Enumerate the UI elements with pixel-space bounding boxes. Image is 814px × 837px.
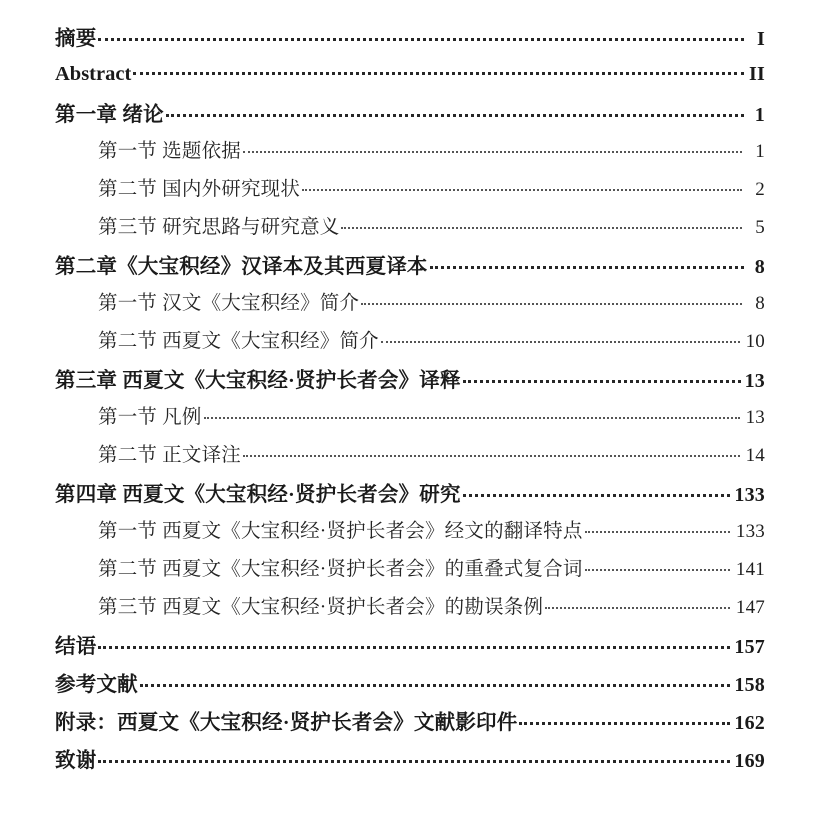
toc-entry-page-number: 8 (754, 256, 765, 278)
toc-entry-page-number: 133 (735, 521, 765, 542)
toc-entry-page-number: 8 (755, 293, 765, 314)
toc-entry[interactable] (55, 211, 765, 249)
toc-entry[interactable] (55, 135, 765, 173)
dot-leader (98, 633, 730, 654)
toc-entry-title: 摘要 (55, 28, 97, 50)
dot-leader (463, 481, 731, 502)
toc-entry[interactable] (55, 477, 765, 515)
toc-entry-title: 第一节 凡例 (98, 407, 202, 428)
toc-entry[interactable] (55, 629, 765, 667)
toc-entry-title: 附录：西夏文《大宝积经·贤护长者会》文献影印件 (55, 712, 518, 734)
toc-entry[interactable] (55, 325, 765, 363)
toc-entry[interactable] (55, 173, 765, 211)
toc-entry-page-number: 2 (755, 179, 765, 200)
dot-leader (140, 671, 731, 692)
toc-entry-page-number: II (749, 62, 765, 85)
toc-entry[interactable] (55, 363, 765, 401)
toc-entry-title: 结语 (55, 636, 97, 658)
toc-entry-page-number: 147 (735, 597, 765, 618)
dot-leader (585, 518, 730, 538)
dot-leader (302, 176, 742, 196)
toc-entry-title: 致谢 (55, 750, 97, 772)
toc-entry-page-number: 10 (745, 331, 765, 352)
toc-entry[interactable] (55, 59, 765, 97)
toc-entry[interactable] (55, 97, 765, 135)
toc-entry-page-number: 13 (744, 370, 765, 392)
toc-entry[interactable] (55, 553, 765, 591)
dot-leader (243, 442, 740, 462)
toc-entry-page-number: 5 (755, 217, 765, 238)
toc-entry-page-number: 14 (745, 445, 765, 466)
dot-leader (133, 59, 744, 80)
dot-leader (430, 253, 744, 274)
toc-entry[interactable] (55, 667, 765, 705)
toc-entry-title: 第一节 汉文《大宝积经》简介 (98, 293, 360, 314)
toc-entry-title: 第二节 正文译注 (98, 445, 241, 466)
toc-entry-page-number: 1 (754, 104, 765, 126)
toc-entry-title: 第四章 西夏文《大宝积经·贤护长者会》研究 (55, 484, 461, 506)
dot-leader (381, 328, 740, 348)
toc-entry-page-number: 141 (735, 559, 765, 580)
dot-leader (341, 214, 742, 234)
dot-leader (463, 367, 741, 388)
toc-entry[interactable] (55, 515, 765, 553)
toc-entry-title: 参考文献 (55, 674, 138, 696)
toc-entry[interactable] (55, 21, 765, 59)
toc-entry-page-number: 158 (734, 674, 765, 696)
dot-leader (204, 404, 740, 424)
dot-leader (361, 290, 742, 310)
toc-entry-page-number: 157 (734, 636, 765, 658)
toc-entry-page-number: 169 (734, 750, 765, 772)
toc-entry[interactable] (55, 439, 765, 477)
toc-entry-title: 第二节 西夏文《大宝积经》简介 (98, 331, 379, 352)
dot-leader (243, 138, 742, 158)
toc-entry[interactable] (55, 591, 765, 629)
dot-leader (519, 709, 730, 730)
toc-entry-title: 第二节 西夏文《大宝积经·贤护长者会》的重叠式复合词 (98, 559, 583, 580)
toc-entry[interactable] (55, 249, 765, 287)
toc-entry[interactable] (55, 705, 765, 743)
toc-entry-title: 第一节 选题依据 (98, 141, 241, 162)
dot-leader (585, 556, 730, 576)
toc-entry-page-number: 13 (745, 407, 765, 428)
toc-entry-title: 第三章 西夏文《大宝积经·贤护长者会》译释 (55, 370, 461, 392)
toc-entry[interactable] (55, 401, 765, 439)
toc-entry-title: 第三节 西夏文《大宝积经·贤护长者会》的勘误条例 (98, 597, 544, 618)
toc-entry[interactable] (55, 743, 765, 781)
toc-entry-title: 第一章 绪论 (55, 104, 164, 126)
toc-entry-title: 第二节 国内外研究现状 (98, 179, 301, 200)
toc-entry-page-number: 162 (734, 712, 765, 734)
toc-entry-title: 第二章《大宝积经》汉译本及其西夏译本 (55, 256, 428, 278)
toc-entry[interactable] (55, 287, 765, 325)
toc-entry-title: Abstract (55, 62, 132, 85)
toc-entry-page-number: 133 (734, 484, 765, 506)
dot-leader (166, 101, 744, 122)
toc-entry-title: 第三节 研究思路与研究意义 (98, 217, 340, 238)
dot-leader (545, 594, 730, 614)
toc-entry-page-number: 1 (755, 141, 765, 162)
toc-entry-title: 第一节 西夏文《大宝积经·贤护长者会》经文的翻译特点 (98, 521, 583, 542)
toc-entry-page-number: I (757, 28, 765, 50)
dot-leader (98, 25, 744, 46)
dot-leader (98, 747, 730, 768)
